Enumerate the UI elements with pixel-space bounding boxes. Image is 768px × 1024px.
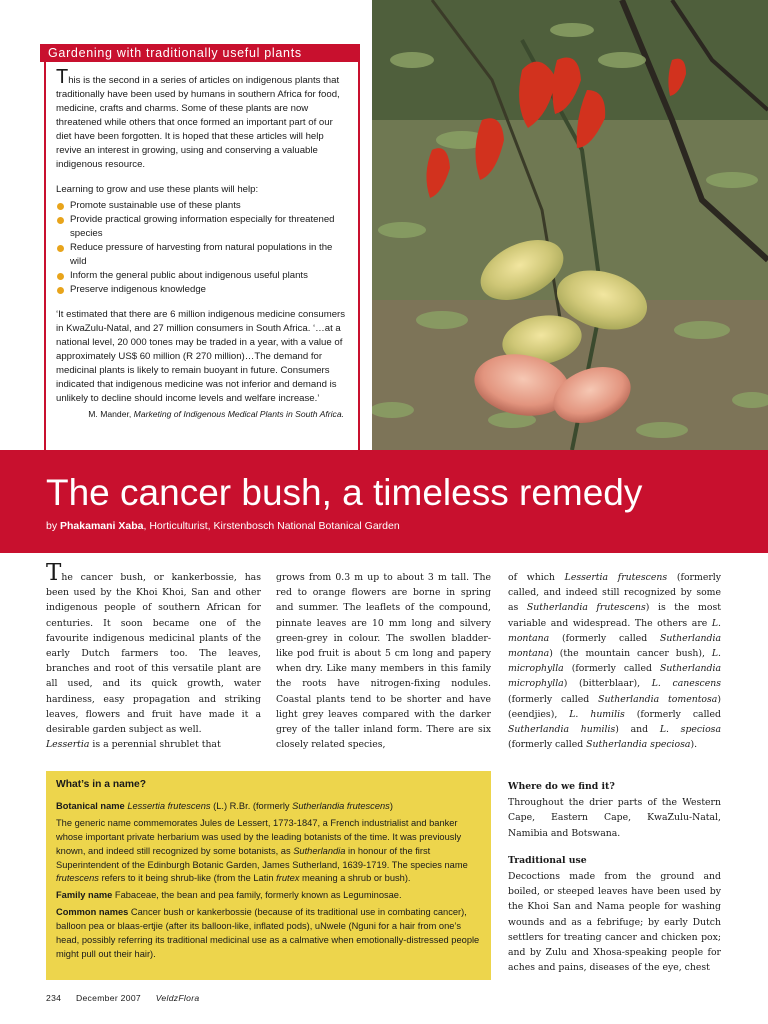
body-column-1 [46, 560, 261, 752]
body-text: (formerly called [563, 663, 660, 675]
byline [46, 519, 400, 533]
title-banner [0, 450, 768, 553]
body-text: ) [389, 800, 393, 811]
help-title: Learning to grow and use these plants will help: [56, 184, 259, 195]
species-name: Lessertia frutescens [564, 572, 668, 583]
species-name: Sutherlandia frutescens [526, 602, 646, 614]
list-item: Promote sustainable use of these plants [56, 199, 348, 213]
body-text: (formerly called [624, 708, 721, 720]
traditional-use-heading: Traditional use [508, 854, 587, 866]
species-name: L. montana [508, 617, 721, 644]
species-name: L. humilis [569, 708, 625, 720]
intro-dropcap: T [56, 66, 69, 88]
species-name: L. canescens [651, 678, 722, 690]
traditional-use-text: Decoctions made from the ground and boiled, or steeped leaves have been used by the Khoi San and Nama people for washing wounds and as a febrifuge; by early Dutch settlers for treating cancer and chicken pox; and by Zulu and Xhosa-speaking people for aches and pains, diseases of the eye, chest [508, 871, 721, 974]
body-text: ) (eendjies), [508, 693, 721, 720]
body-text: ). [690, 739, 698, 751]
body-text: ) and [615, 724, 660, 736]
body-text: (formerly called, and indeed still recognized by some as [508, 572, 721, 614]
species-name: Sutherlandia montana [508, 632, 721, 660]
body-text: in honour of the first Superintendent of the Edinburgh Botanic Garden, James Sutherland, 1639-1719. The species name [56, 845, 468, 870]
body-text: he cancer bush, or kankerbossie, has been used by the Khoi Khoi, San and other indigenous people of southern African for centuries. It soon became one of the favourite indigenous medicinal plants of the early Dutch farmers too. The leaves, branches and root of this versatile plant are all used, and its quick growth, water hardiness, easy propagation and striking leaves, flowers and fruit have made it a desirable garden subject as well. [46, 572, 261, 736]
genus-name: Sutherlandia [293, 845, 346, 856]
cancer-bush-photo [372, 0, 768, 450]
body-text: ) (the mountain cancer bush), [549, 648, 712, 660]
where-heading: Where do we find it? [508, 781, 615, 792]
body-column-3 [508, 570, 721, 752]
body-text: Cancer bush or kankerbossie (because of its traditional use in combating cancer), balloon pea or blaas-ertjie (after its balloon-like, inflated pods), uNwele (Nguni for a hair from one’s head, possibly referring its traditional medicinal use as a calmative when emotionally-distressed people might pull out their hair). [56, 907, 480, 959]
species-name: Lessertia frutescens [127, 800, 211, 811]
quote-source [56, 408, 348, 420]
family-name [56, 889, 481, 903]
intro-paragraph [56, 66, 348, 172]
species-name: frutescens [56, 873, 99, 884]
quote-author: M. Mander, [88, 409, 132, 419]
body-column-2 [276, 570, 491, 752]
species-name: L. speciosa [659, 724, 721, 736]
generic-name-text [56, 817, 481, 887]
magazine-name: VeldzFlora [155, 993, 200, 1003]
benefits-list [56, 199, 348, 297]
genus-name: Lessertia [46, 739, 90, 751]
body-text: is a perennial shrublet that [89, 739, 221, 751]
body-text: The generic name commemorates Jules de Lessert, 1773-1847, a French industrialist and banker whose important private herbarium was used by the leading botanists of the time. It was previously known, and indeed still recognized by some botanists, as [56, 817, 462, 856]
body-text: (formerly called [508, 693, 599, 705]
botanical-name-label: Botanical name [56, 800, 125, 811]
species-name: Sutherlandia humilis [508, 724, 616, 736]
body-text: Fabaceae, the bean and pea family, formerly known as Leguminosae. [112, 890, 402, 901]
body-paragraph [46, 737, 261, 752]
page-footer [46, 993, 211, 1003]
issue-date: December 2007 [75, 993, 141, 1003]
byline-role: , Horticulturist, Kirstenbosch National Botanical Garden [143, 520, 400, 532]
body-text: ) (bitterblaar), [563, 678, 652, 690]
family-name-label: Family name [56, 890, 113, 901]
list-item: Preserve indigenous knowledge [56, 283, 348, 297]
article-title: The cancer bush, a timeless remedy [46, 472, 643, 513]
species-name: Sutherlandia microphylla [508, 663, 721, 690]
species-name: Sutherlandia speciosa [586, 739, 691, 751]
body-text: (formerly called [508, 739, 587, 751]
species-name: L. microphylla [508, 648, 721, 675]
name-box-title: What’s in a name? [56, 779, 147, 790]
market-quote: ‘It estimated that there are 6 million indigenous medicine consumers in KwaZulu-Natal, and 27 million consumers in South Africa. ‘…at a national level, 20 000 tones may be traded in a year, with a value of approximately US$ 60 million (R 270 million)…The demand for medicinal plants is likely to remain buoyant in future. Consumers indicated that indigenous medicine was not inferior and demand is unlikely to decline should income levels and welfare increase.’ [56, 309, 346, 404]
list-item: Provide practical growing information especially for threatened species [56, 213, 348, 241]
species-name: Sutherlandia frutescens [292, 800, 390, 811]
body-paragraph [46, 560, 261, 737]
common-names-label: Common names [56, 907, 129, 918]
body-text: ) is the most variable and widespread. The others are [508, 602, 721, 629]
whats-in-a-name-box [46, 771, 491, 980]
latin-word: frutex [276, 873, 300, 884]
series-heading: Gardening with traditionally useful plants [40, 44, 360, 62]
species-name: Sutherlandia tomentosa [598, 693, 718, 705]
intro-box [44, 62, 360, 450]
body-column-3-lower [508, 779, 721, 975]
body-dropcap: T [46, 560, 62, 586]
list-item: Inform the general public about indigenous useful plants [56, 269, 348, 283]
body-text: meaning a shrub or bush). [299, 873, 411, 884]
body-text: grows from 0.3 m up to about 3 m tall. The red to orange flowers are borne in spring and summer. The leaflets of the compound, pinnate leaves are 10 mm long and silvery green-grey in colour. The swollen bladder-like pod fruit is about 5 cm long and papery when dry. Like many members in this family the roots have nitrogen-fixing nodules. Coastal plants tend to be shorter and have light grey leaves compared with the darker grey of the taller inland form. There are six closely related species, [276, 572, 491, 751]
body-text: refers to it being shrub-like (from the Latin [98, 873, 277, 884]
byline-author: Phakamani Xaba [60, 520, 144, 532]
common-names [56, 906, 481, 962]
body-text: of which [508, 572, 565, 583]
body-text: (L.) R.Br. (formerly [210, 800, 293, 811]
cancer-bush-illustration [372, 0, 768, 450]
quote-publication: Marketing of Indigenous Medical Plants in South Africa. [133, 409, 344, 419]
byline-prefix: by [46, 520, 58, 532]
list-item: Reduce pressure of harvesting from natural populations in the wild [56, 241, 348, 269]
species-paragraph [508, 570, 721, 752]
botanical-name [56, 800, 481, 814]
intro-text: his is the second in a series of articles on indigenous plants that traditionally have been used by humans in southern Africa for food, medicine, crafts and charms. Some of these plants are now threatened while others that once formed an important part of our diet have been forgotten. It is hoped that these articles will help revive an interest in growing, using and conserving a valuable indigenous resource. [56, 75, 340, 170]
where-text: Throughout the drier parts of the Western Cape, Eastern Cape, KwaZulu-Natal, Namibia and Botswana. [508, 797, 721, 839]
body-text: (formerly called [549, 632, 660, 644]
page-number: 234 [46, 993, 62, 1003]
